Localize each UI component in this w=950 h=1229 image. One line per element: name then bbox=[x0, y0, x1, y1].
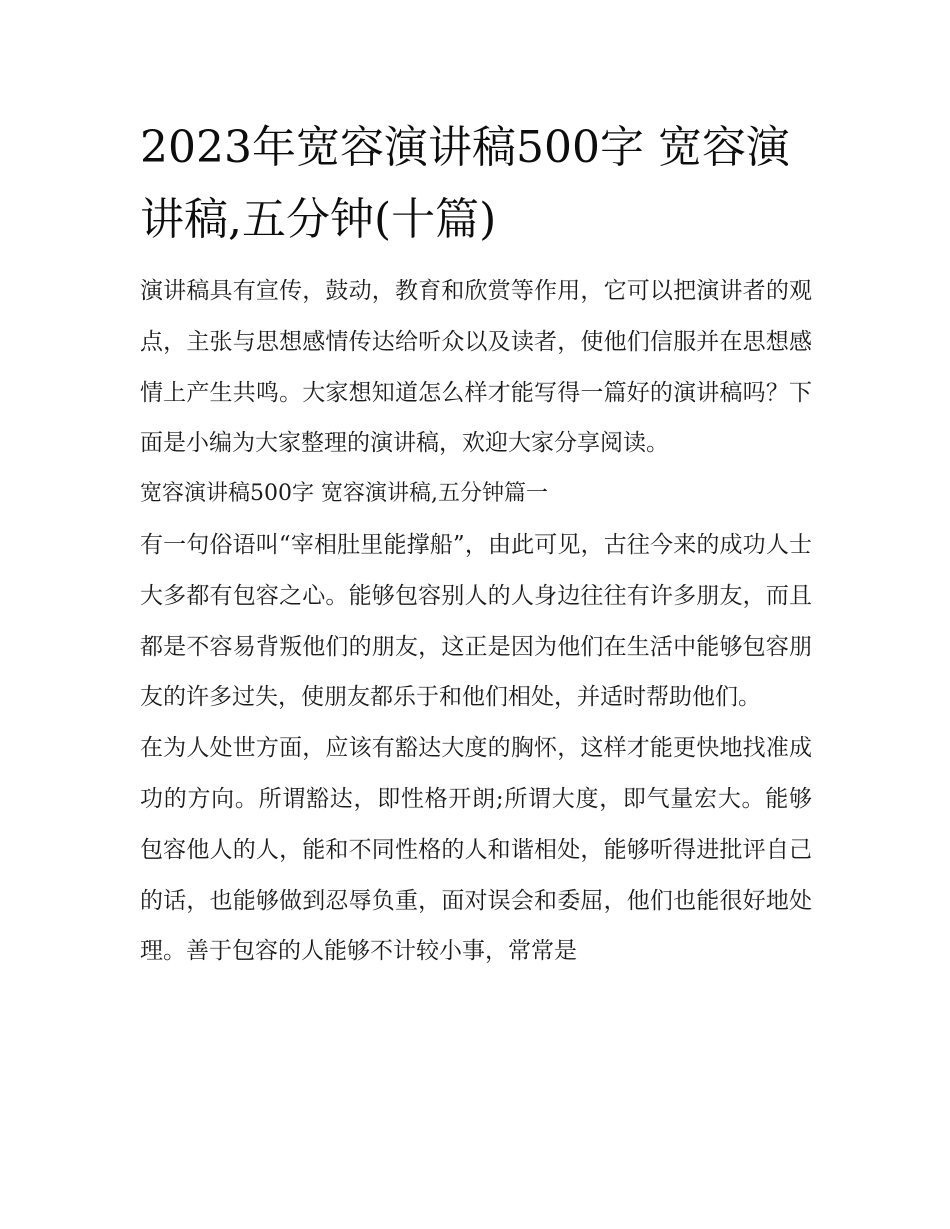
section-heading: 宽容演讲稿500字 宽容演讲稿,五分钟篇一 bbox=[140, 481, 548, 507]
document-content bbox=[140, 112, 812, 977]
body-paragraph-1: 有一句俗语叫“宰相肚里能撑船”，由此可见，古往今来的成功人士大多都有包容之心。能够包容别人的人身边往往有许多朋友，而且都是不容易背叛他们的朋友，这正是因为他们在生活中能够包容朋友的许多过失，使朋友都乐于和他们相处，并适时帮助他们。 bbox=[140, 531, 812, 711]
body-paragraph-2: 在为人处世方面，应该有豁达大度的胸怀，这样才能更快地找准成功的方向。所谓豁达，即性格开朗;所谓大度，即气量宏大。能够包容他人的人，能和不同性格的人和谐相处，能够听得进批评自己的话，也能够做到忍辱负重，面对误会和委屈，他们也能很好地处理。善于包容的人能够不计较小事，常常是 bbox=[140, 735, 812, 965]
document-title: 2023年宽容演讲稿500字 宽容演讲稿,五分钟(十篇) bbox=[140, 122, 790, 245]
intro-paragraph: 演讲稿具有宣传，鼓动，教育和欣赏等作用，它可以把演讲者的观点，主张与思想感情传达给听众以及读者，使他们信服并在思想感情上产生共鸣。大家想知道怎么样才能写得一篇好的演讲稿吗？下面是小编为大家整理的演讲稿，欢迎大家分享阅读。 bbox=[140, 278, 812, 457]
